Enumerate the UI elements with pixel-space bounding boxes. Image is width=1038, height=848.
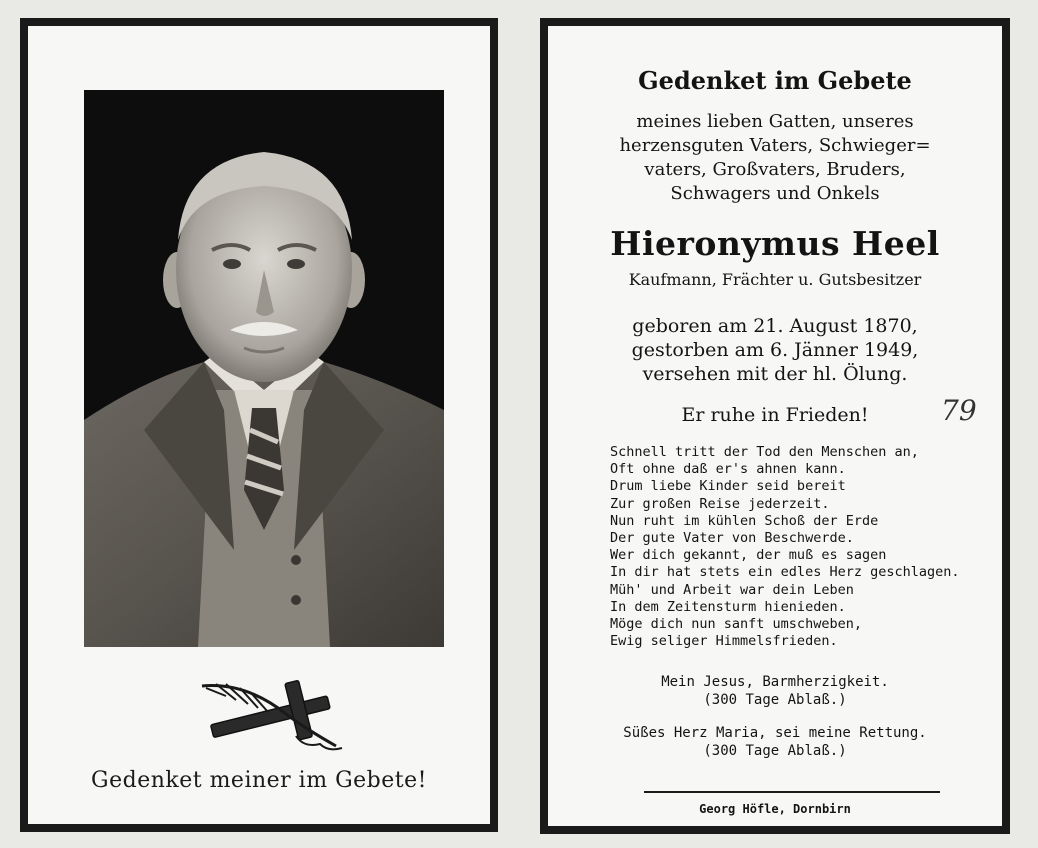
- prayer-text: Süßes Herz Maria, sei meine Rettung.: [623, 725, 927, 741]
- poem-line: In dir hat stets ein edles Herz geschlagen.: [610, 564, 960, 581]
- rest-in-peace: Er ruhe in Frieden!: [681, 404, 869, 426]
- intro-text: [548, 110, 1002, 206]
- poem-line: Der gute Vater von Beschwerde.: [610, 530, 854, 547]
- poem-line: Müh' und Arbeit war dein Leben: [610, 581, 854, 598]
- deceased-name: Hieronymus Heel: [610, 224, 940, 263]
- date-line: gestorben am 6. Jänner 1949,: [631, 339, 919, 361]
- poem-line: Ewig seliger Himmelsfrieden.: [610, 633, 838, 650]
- date-line: geboren am 21. August 1870,: [632, 315, 918, 337]
- poem-line: Zur großen Reise jederzeit.: [610, 495, 830, 512]
- poem-line: Drum liebe Kinder seid bereit: [610, 478, 846, 495]
- card-heading: Gedenket im Gebete: [638, 66, 912, 95]
- life-dates: [548, 314, 1002, 386]
- intro-line: vaters, Großvaters, Bruders,: [644, 159, 906, 180]
- prayer-maria: [548, 724, 1002, 760]
- left-card: [20, 18, 498, 832]
- poem-line: Schnell tritt der Tod den Menschen an,: [610, 444, 919, 460]
- printer-credit: Georg Höfle, Dornbirn: [699, 802, 851, 816]
- left-caption: Gedenket meiner im Gebete!: [91, 768, 427, 793]
- poem-line: In dem Zeitensturm hienieden.: [610, 598, 846, 615]
- poem: [610, 444, 960, 650]
- indulgence-note: (300 Tage Ablaß.): [703, 692, 847, 708]
- poem-line: Nun ruht im kühlen Schoß der Erde: [610, 512, 879, 529]
- divider-line: [644, 791, 940, 793]
- portrait-photo: [84, 90, 444, 647]
- intro-line: herzensguten Vaters, Schwieger=: [619, 135, 931, 156]
- right-card: [540, 18, 1010, 834]
- occupation: Kaufmann, Frächter u. Gutsbesitzer: [628, 270, 922, 289]
- cross-palm-emblem: [196, 674, 346, 756]
- poem-line: Möge dich nun sanft umschweben,: [610, 616, 862, 633]
- prayer-jesus: [548, 673, 1002, 709]
- intro-line: meines lieben Gatten, unseres: [636, 111, 914, 132]
- intro-line: Schwagers und Onkels: [670, 183, 880, 204]
- handwritten-note: 79: [941, 394, 977, 427]
- poem-line: Wer dich gekannt, der muß es sagen: [610, 547, 887, 564]
- indulgence-note: (300 Tage Ablaß.): [703, 743, 847, 759]
- portrait-illustration: [84, 90, 444, 647]
- poem-line: Oft ohne daß er's ahnen kann.: [610, 461, 846, 478]
- date-line: versehen mit der hl. Ölung.: [642, 363, 908, 385]
- prayer-text: Mein Jesus, Barmherzigkeit.: [661, 674, 889, 690]
